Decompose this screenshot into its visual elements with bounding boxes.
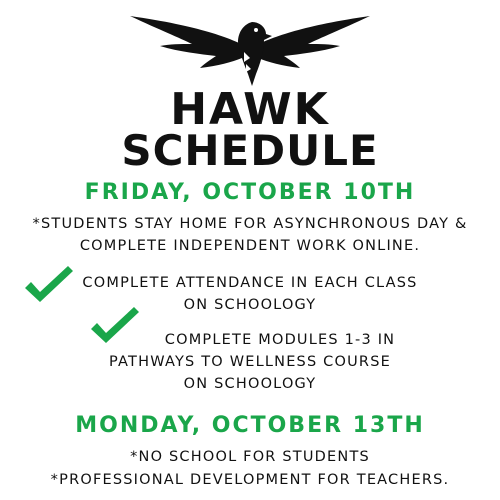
- hawk-icon: [130, 8, 370, 88]
- title-hawk: HAWK: [170, 84, 330, 135]
- friday-note-line1: *STUDENTS STAY HOME FOR ASYNCHRONOUS DAY &: [32, 216, 468, 232]
- monday-line2: *PROFESSIONAL DEVELOPMENT FOR TEACHERS.: [50, 472, 450, 488]
- friday-heading: FRIDAY, OCTOBER 10TH: [84, 180, 416, 205]
- task2-line2: PATHWAYS TO WELLNESS COURSE: [109, 354, 391, 370]
- title-schedule: SCHEDULE: [121, 126, 379, 175]
- task2-line3: ON SCHOOLOGY: [183, 376, 317, 392]
- monday-heading: MONDAY, OCTOBER 13TH: [75, 413, 425, 438]
- monday-line1: *NO SCHOOL FOR STUDENTS: [130, 449, 370, 465]
- task1-line2: ON SCHOOLOGY: [183, 297, 317, 313]
- task1-line1: COMPLETE ATTENDANCE IN EACH CLASS: [82, 275, 418, 291]
- task2-line1: COMPLETE MODULES 1-3 IN: [164, 332, 396, 348]
- friday-note-line2: COMPLETE INDEPENDENT WORK ONLINE.: [79, 238, 421, 254]
